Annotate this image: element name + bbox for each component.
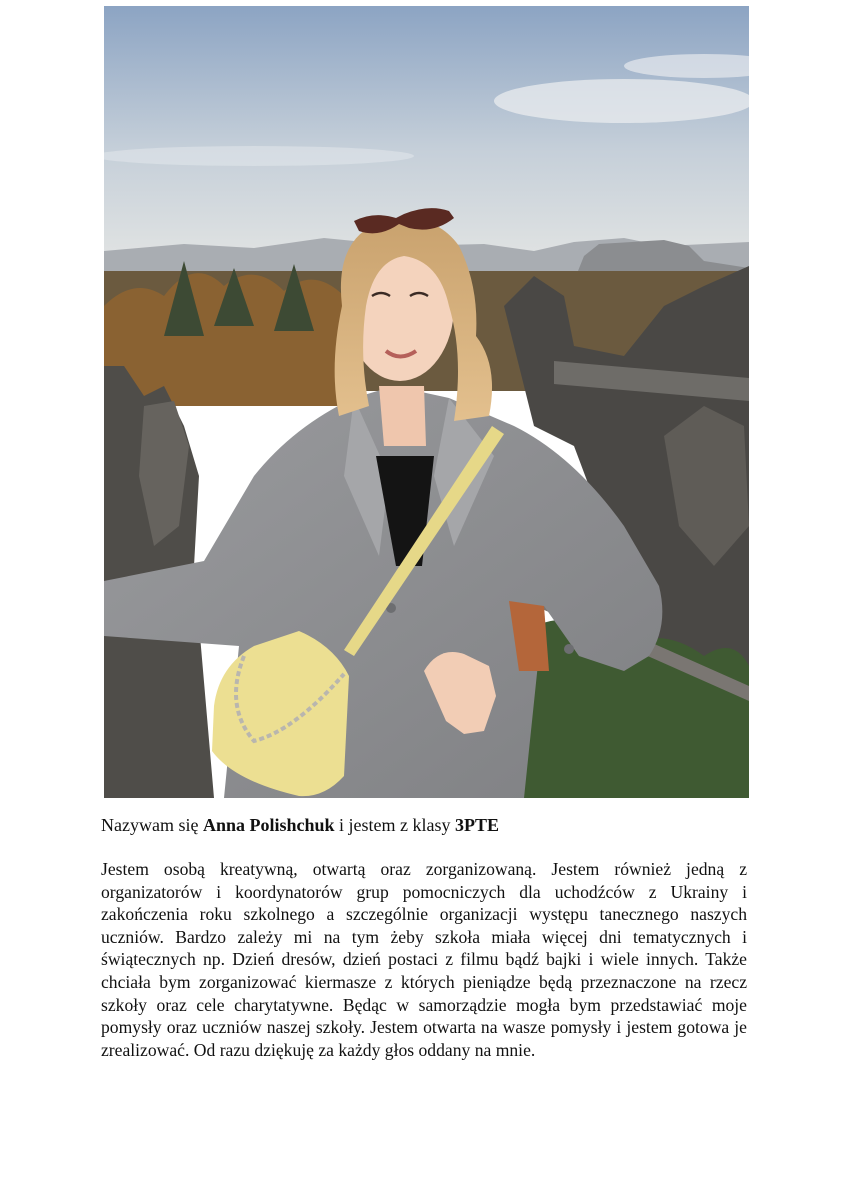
student-name: Anna Polishchuk: [202, 815, 335, 835]
coat-button: [564, 644, 574, 654]
intro-middle: i jestem z klasy: [334, 815, 456, 835]
neck: [379, 386, 426, 446]
intro-prefix: Nazywam się: [101, 815, 203, 835]
autumn-trees: [104, 273, 344, 406]
bio-paragraph: Jestem osobą kreatywną, otwartą oraz zorganizowaną. Jestem również jedną z organizatorów i koordynatorów grup pomocniczych dla uchodźców z Ukrainy i zakończenia roku szkolnego a szczególnie organizacji występu tanecznego naszych uczniów. Bardzo zależy mi na tym żeby szkoła miała więcej dni tematycznych i świątecznych np. Dzień dresów, dzień postaci z filmu bądź bajki i wiele innych. Także chciała bym zorganizować kiermasze z których pieniądze będą przeznaczone na rzecz szkoły oraz cele charytatywne. Będąc w samorządzie mogła bym przedstawiać moje pomysły oraz uczniów naszej szkoły. Jestem otwarta na wasze pomysły i jestem gotowa je zrealizować. Od razu dziękuję za każdy głos oddany na mnie.: [101, 859, 747, 1060]
portrait-photo: [104, 6, 749, 798]
intro-line: [101, 814, 751, 836]
cloud: [104, 146, 414, 166]
cloud: [494, 79, 749, 123]
portrait-illustration: [104, 6, 749, 798]
class-name: 3PTE: [455, 815, 500, 835]
